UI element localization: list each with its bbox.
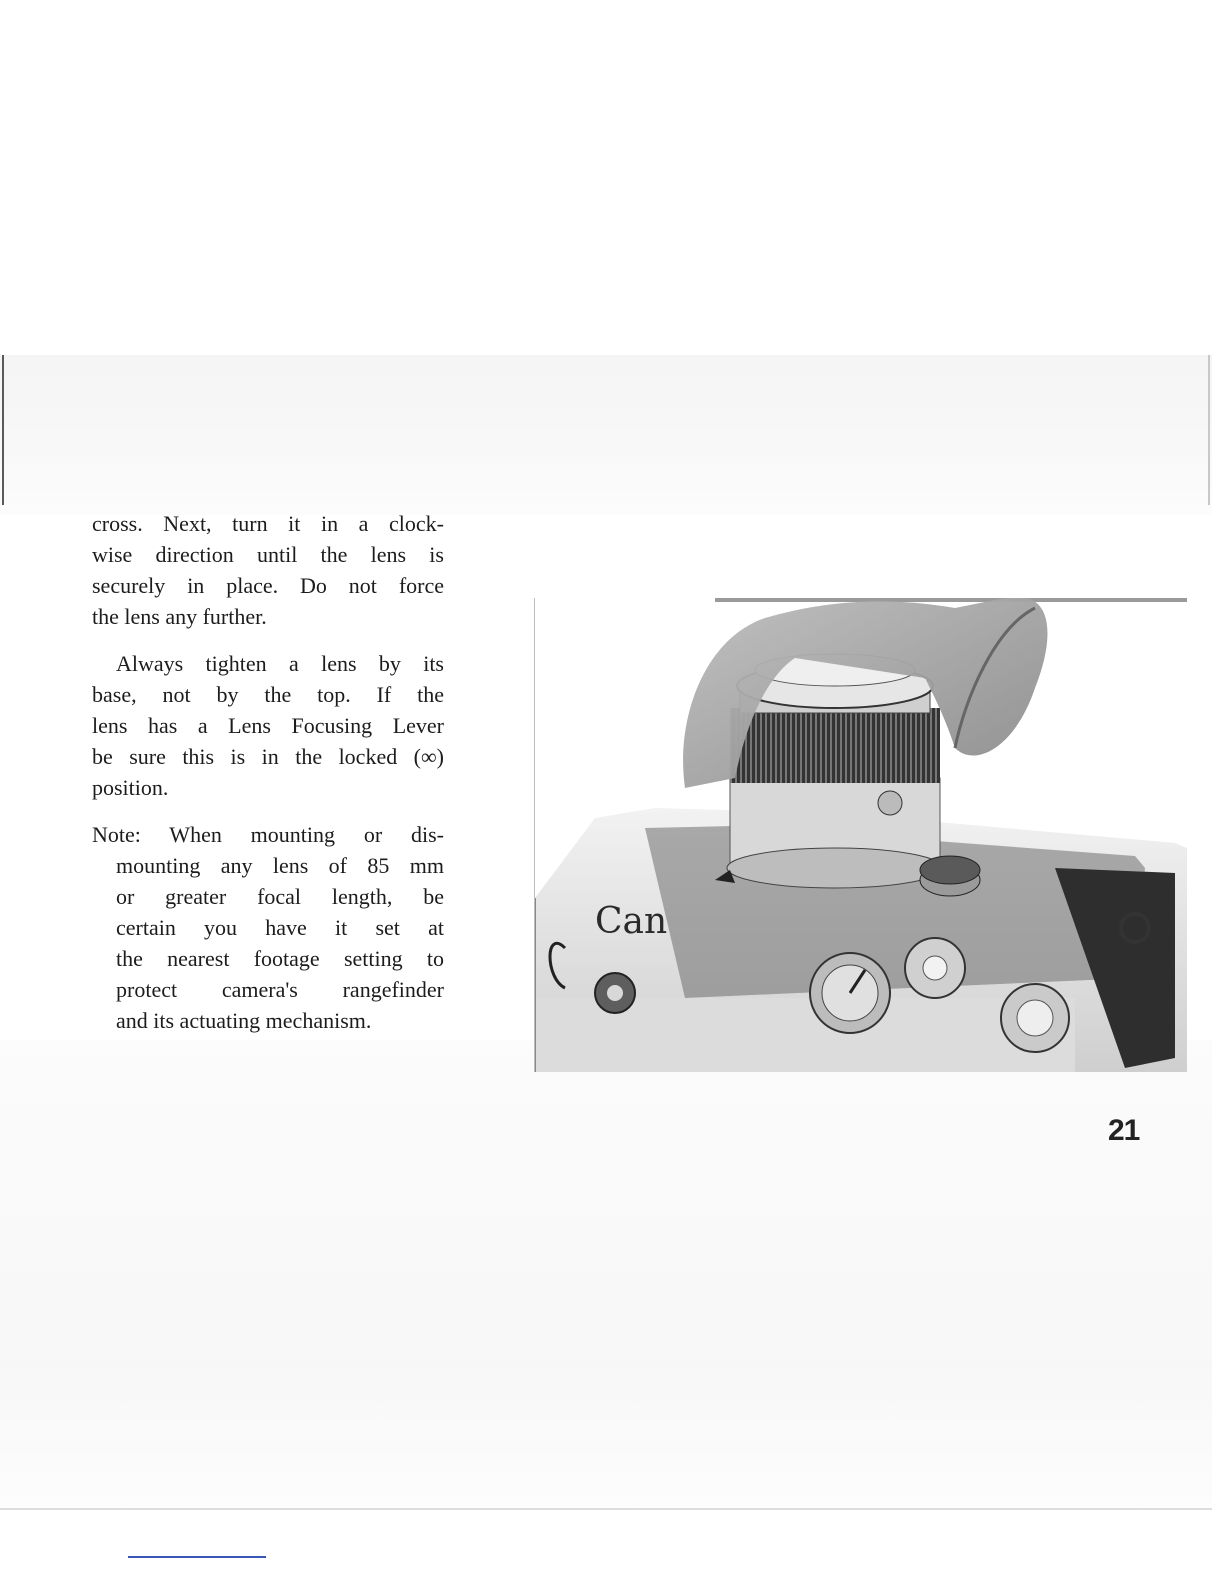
- text-line: lens has a Lens Focusing Lever: [92, 713, 444, 738]
- scan-bottom-edge: [0, 1508, 1212, 1510]
- text-line: securely in place. Do not force: [92, 573, 444, 598]
- text-line: or greater focal length, be: [116, 884, 444, 909]
- photo-top-edge: [715, 598, 1187, 602]
- text-line: the lens any further.: [92, 604, 267, 629]
- footer-link-rule: [128, 1556, 266, 1558]
- text-line: certain you have it set at: [116, 915, 444, 940]
- text-line: wise direction until the lens is: [92, 542, 444, 567]
- text-line: position.: [92, 775, 169, 800]
- camera-illustration: [535, 598, 1187, 1072]
- text-line: the nearest footage setting to: [116, 946, 444, 971]
- text-line: Note: When mounting or dis-: [92, 822, 444, 847]
- shutter-speed-dial: [810, 953, 890, 1033]
- paragraph-note: [92, 819, 444, 1036]
- text-line: protect camera's rangefinder: [116, 977, 444, 1002]
- text-line: and its actuating mechanism.: [116, 1008, 372, 1033]
- text-line: Always tighten a lens by its: [116, 651, 444, 676]
- text-line: be sure this is in the locked (∞): [92, 744, 444, 769]
- camera-brand-logo: Can: [595, 901, 668, 942]
- text-line: base, not by the top. If the: [92, 682, 444, 707]
- film-advance-knob: [920, 856, 980, 896]
- front-window: [595, 973, 635, 1013]
- camera-lens-photo: [534, 598, 1186, 1072]
- text-line: mounting any lens of 85 mm: [116, 853, 444, 878]
- scan-right-edge: [1208, 355, 1210, 505]
- page-number: 21: [1108, 1114, 1140, 1147]
- scan-shading-bottom: [0, 1040, 1212, 1510]
- scan-left-edge: [2, 355, 4, 505]
- film-counter-dial: [905, 938, 965, 998]
- rewind-knob: [1001, 984, 1069, 1052]
- paragraph-tighten: [92, 648, 444, 803]
- text-line: cross. Next, turn it in a clock-: [92, 511, 444, 536]
- lens-focusing-lever-knob: [878, 791, 902, 815]
- body-text-column: [92, 508, 444, 1052]
- paragraph-mounting: [92, 508, 444, 632]
- scan-shading-top: [0, 355, 1212, 515]
